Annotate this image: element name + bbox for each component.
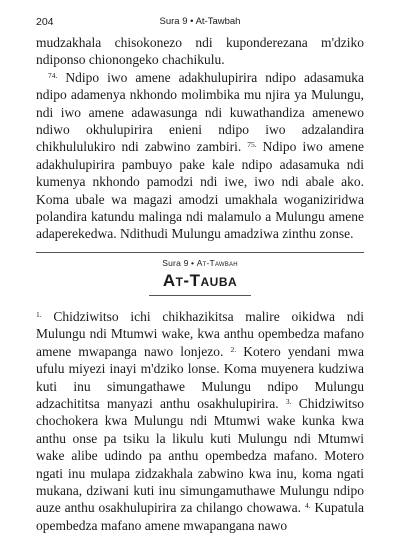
surah-label-name: At-Tawbah xyxy=(196,257,238,268)
surah-opening-text xyxy=(36,308,364,534)
surah-label xyxy=(36,258,364,268)
book-page xyxy=(36,14,364,533)
paragraph-verses-1-4 xyxy=(36,308,364,534)
paragraph-end-verse-73: mudzakhala chisokonezo ndi kuponderezana m'dziko ndiponso chionongeko chachikulu. xyxy=(36,35,364,68)
surah-title: At-Tauba xyxy=(149,271,251,296)
verse-74-text: Ndipo iwo amene adakhulupirira ndipo adasamuka ndipo adamenya nkhondo molimbika mu njira ya Mulungu, ndi iwo amene adawasunga ndi kuwathandiza amenewo ndiwo okhulupirira enieni ndipo iwo adzalandira chikhululukiro ndi zabwino zambiri. xyxy=(36,69,364,155)
verse-1-text: Chidziwitso ichi chikhazikitsa malire oikidwa ndi Mulungu ndi Mtumwi wake, kwa anthu opembedza mafano amene mwapanga nawo lonjezo. xyxy=(36,308,364,359)
verse-number-75: 75. xyxy=(247,140,257,150)
verse-2-text: Kotero yendani mwa ufulu miyezi inayi m'dziko lonse. Koma muyenera kudziwa kuti inu simungathawe Mulungu ndipo Mulungu adzachititsa manyazi anthu osakhulupirira. xyxy=(36,343,364,411)
verse-3-text: Chidziwitso chochokera kwa Mulungu ndi Mtumwi wake kunka kwa anthu onse pa tsiku la likulu kuti Mulungu ndi Mtumwi wake alibe udindo pa anthu opembedza mafano. Motero ngati inu mulapa zidzakhala zabwino kwa inu, koma ngati mukana, dziwani kuti inu simungamuthawe Mulungu ndipo auze anthu osakhulupirira za chilango chowawa. xyxy=(36,395,364,516)
surah-heading xyxy=(36,252,364,296)
paragraph-verses-74-75 xyxy=(36,69,364,243)
verse-number-74: 74. xyxy=(48,70,58,80)
surah-label-prefix: Sura 9 • xyxy=(162,257,197,268)
verse-number-3: 3. xyxy=(285,396,292,406)
verse-75-text: Ndipo iwo amene adakhulupirira pambuyo pake kale ndipo adasamuka ndi kumenya nkhondo pamodzi ndi iwe, iwo ndi abale ako. Koma ubale wa magazi amodzi umakhala woganiziridwa polandira katundu malinga ndi malamulo a Mulungu amene adaperekedwa. Ndithudi Mulungu amadziwa zinthu zonse. xyxy=(36,139,364,242)
page-number: 204 xyxy=(36,16,54,28)
running-title: Sura 9 • At-Tawbah xyxy=(159,16,241,27)
running-header xyxy=(36,14,364,34)
verse-number-4: 4. xyxy=(304,501,311,511)
verse-number-2: 2. xyxy=(230,344,237,354)
continuation-text xyxy=(36,34,364,243)
verse-number-1: 1. xyxy=(36,309,42,319)
verse-4-text: Kupatula opembedza mafano amene mwapangana nawo xyxy=(36,500,364,533)
